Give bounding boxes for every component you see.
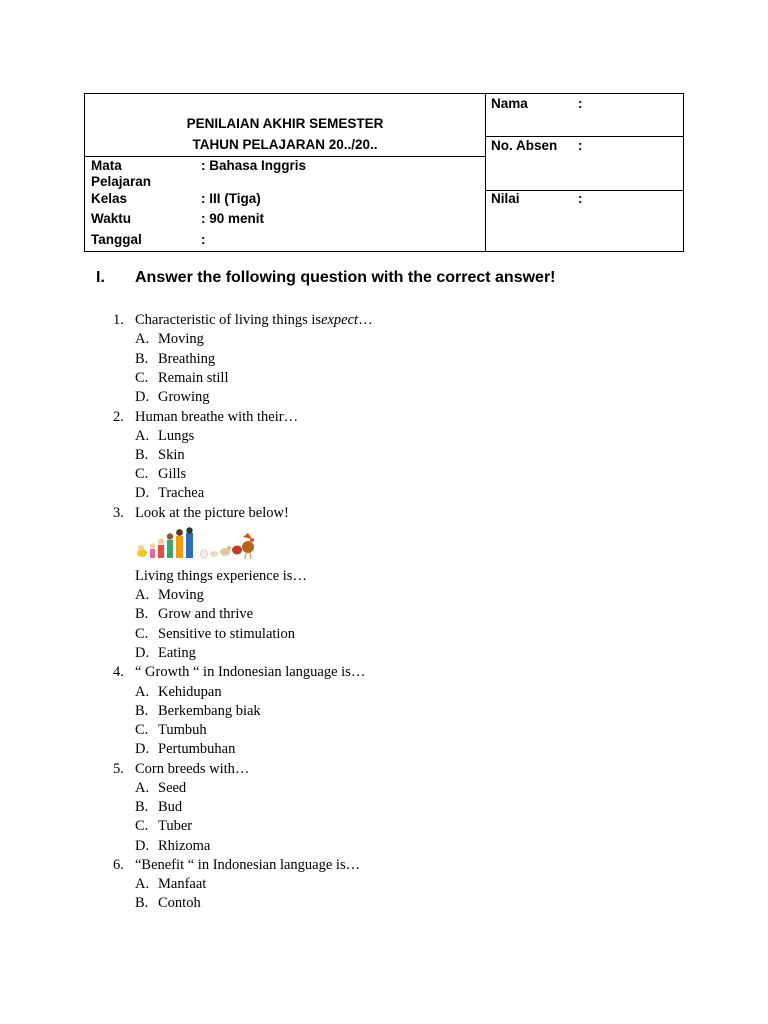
growth-stages-illustration-icon xyxy=(136,527,256,561)
section-number: I. xyxy=(96,269,105,286)
option-text: Bud xyxy=(158,799,183,815)
option-letter: B. xyxy=(135,703,149,719)
absen-label: No. Absen xyxy=(491,138,558,153)
option-letter: D. xyxy=(135,838,150,854)
question-text: Look at the picture below! xyxy=(135,505,289,521)
question-text: Corn breeds with… xyxy=(135,761,250,777)
option-text: Moving xyxy=(158,587,204,603)
question-number: 2. xyxy=(113,409,124,425)
exam-header-table xyxy=(84,93,684,252)
option-text: Pertumbuhan xyxy=(158,741,236,757)
name-label: Nama xyxy=(491,96,528,111)
option-letter: D. xyxy=(135,389,150,405)
option-text: Berkembang biak xyxy=(158,703,261,719)
option-text: Manfaat xyxy=(158,876,207,892)
exam-title: PENILAIAN AKHIR SEMESTER xyxy=(186,116,384,131)
option-letter: C. xyxy=(135,370,149,386)
option-text: Sensitive to stimulation xyxy=(158,626,295,642)
option-text: Tumbuh xyxy=(158,722,207,738)
question-number: 6. xyxy=(113,857,124,873)
info-label: Waktu xyxy=(91,211,131,226)
academic-year: TAHUN PELAJARAN 20../20.. xyxy=(192,137,378,152)
score-field[interactable] xyxy=(485,191,683,251)
option-text: Kehidupan xyxy=(158,684,222,700)
question-text-ellipsis: … xyxy=(358,312,373,328)
option-text: Gills xyxy=(158,466,187,482)
option-text: Breathing xyxy=(158,351,216,367)
option-letter: A. xyxy=(135,684,150,700)
header-left-panel xyxy=(85,94,486,251)
score-label: Nilai xyxy=(491,191,520,206)
section-title: Answer the following question with the correct answer! xyxy=(135,269,556,286)
info-value: : Bahasa Inggris xyxy=(201,158,307,173)
option-letter: A. xyxy=(135,331,150,347)
question-text: “ Growth “ in Indonesian language is… xyxy=(135,664,366,680)
question-number: 3. xyxy=(113,505,124,521)
info-value: : xyxy=(201,232,206,247)
header-right-panel xyxy=(485,94,683,251)
info-value: : 90 menit xyxy=(201,211,265,226)
absen-field[interactable] xyxy=(485,137,683,191)
name-colon: : xyxy=(578,96,583,111)
option-letter: B. xyxy=(135,799,149,815)
option-text: Skin xyxy=(158,447,185,463)
exam-title-block xyxy=(85,94,485,157)
option-letter: B. xyxy=(135,895,149,911)
option-text: Grow and thrive xyxy=(158,606,254,622)
option-text: Lungs xyxy=(158,428,195,444)
option-text: Seed xyxy=(158,780,187,796)
option-text: Moving xyxy=(158,331,204,347)
option-letter: C. xyxy=(135,466,149,482)
option-letter: C. xyxy=(135,818,149,834)
question-text: “Benefit “ in Indonesian language is… xyxy=(135,857,361,873)
question-number: 5. xyxy=(113,761,124,777)
question-text-main: Characteristic of living things is xyxy=(135,312,322,328)
option-letter: A. xyxy=(135,428,150,444)
option-text: Contoh xyxy=(158,895,201,911)
question-text-emphasis: expect xyxy=(321,312,359,328)
option-letter: B. xyxy=(135,606,149,622)
question-number: 4. xyxy=(113,664,124,680)
option-text: Growing xyxy=(158,389,210,405)
option-letter: C. xyxy=(135,626,149,642)
question-text xyxy=(135,312,373,329)
info-label: Kelas xyxy=(91,191,128,206)
absen-colon: : xyxy=(578,138,583,153)
option-letter: B. xyxy=(135,447,149,463)
question-text: Human breathe with their… xyxy=(135,409,299,425)
question-3-followup: Living things experience is… xyxy=(135,568,307,584)
score-colon: : xyxy=(578,191,583,206)
option-letter: A. xyxy=(135,876,150,892)
option-letter: B. xyxy=(135,351,149,367)
option-letter: C. xyxy=(135,722,149,738)
option-text: Rhizoma xyxy=(158,838,211,854)
option-text: Trachea xyxy=(158,485,205,501)
option-text: Remain still xyxy=(158,370,229,386)
option-letter: A. xyxy=(135,587,150,603)
option-letter: A. xyxy=(135,780,150,796)
option-text: Eating xyxy=(158,645,196,661)
info-value: : III (Tiga) xyxy=(201,191,261,206)
option-letter: D. xyxy=(135,741,150,757)
option-text: Tuber xyxy=(158,818,193,834)
info-label: Mata Pelajaran xyxy=(91,158,152,189)
option-letter: D. xyxy=(135,485,150,501)
question-number: 1. xyxy=(113,312,124,328)
info-label: Tanggal xyxy=(91,232,142,247)
name-field[interactable] xyxy=(485,94,683,137)
option-letter: D. xyxy=(135,645,150,661)
